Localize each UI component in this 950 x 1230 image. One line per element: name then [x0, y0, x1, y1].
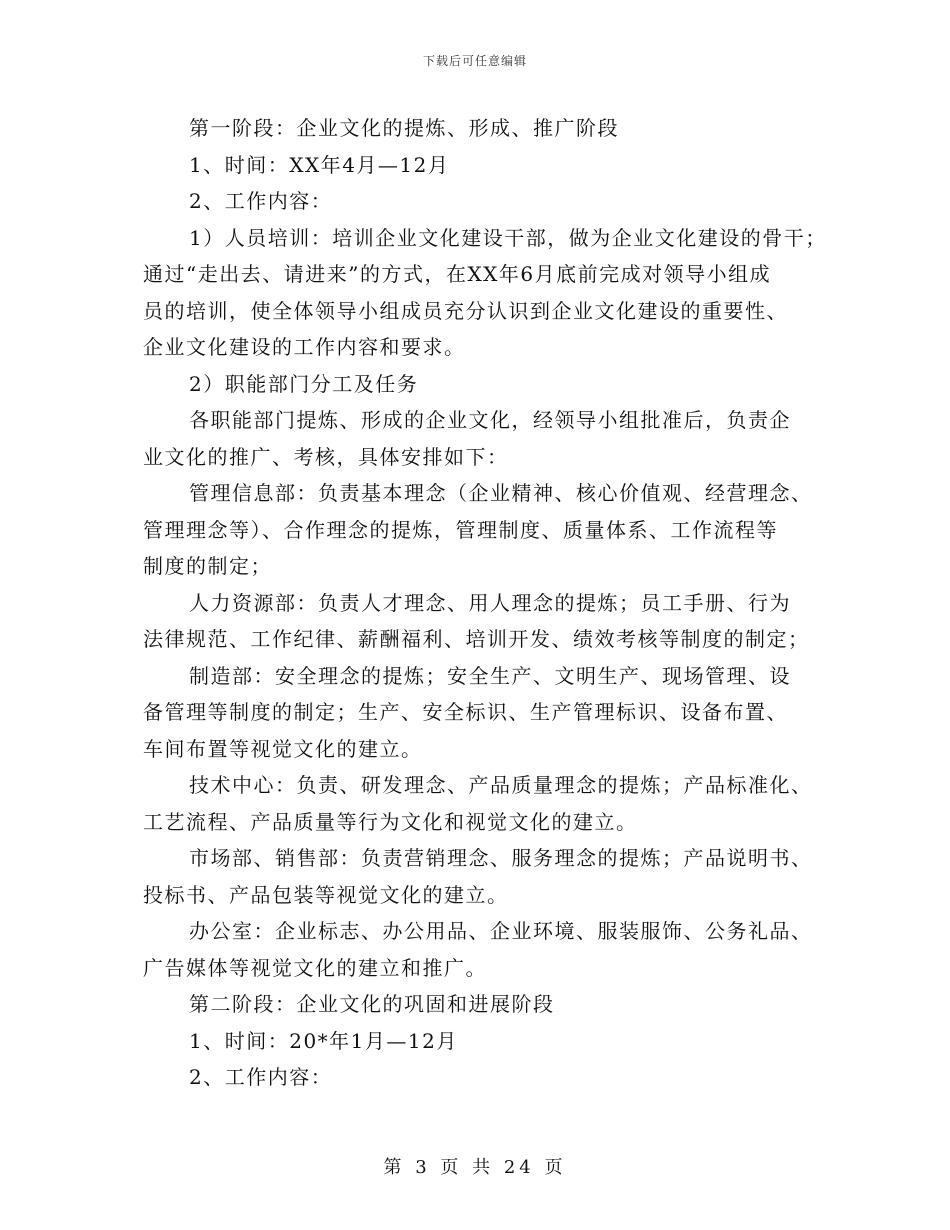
text-line: 办公室：企业标志、办公用品、企业环境、服装服饰、公务礼品、: [189, 919, 813, 943]
text-line: 企业文化建设的工作内容和要求。: [143, 335, 466, 359]
text-line: 车间布置等视觉文化的建立。: [143, 736, 423, 761]
text-line: 制造部：安全理念的提炼；安全生产、文明生产、现场管理、设: [189, 663, 791, 688]
text-line: 第二阶段：企业文化的巩固和进展阶段: [189, 992, 555, 1016]
text-line: 管理理念等）、合作理念的提炼，管理制度、质量体系、工作流程等: [143, 517, 778, 542]
text-line: 管理信息部：负责基本理念（企业精神、核心价值观、经营理念、: [189, 481, 813, 505]
text-line: 各职能部门提炼、形成的企业文化，经领导小组批准后，负责企: [189, 408, 791, 432]
text-line: 2、工作内容：: [189, 1065, 333, 1089]
text-line: 通过“走出去、请进来”的方式，在XX年6月底前完成对领导小组成: [143, 262, 772, 286]
text-line: 法律规范、工作纪律、薪酬福利、培训开发、绩效考核等制度的制定；: [143, 627, 810, 651]
text-line: 广告媒体等视觉文化的建立和推广。: [143, 955, 487, 980]
text-line: 业文化的推广、考核，具体安排如下：: [143, 444, 509, 469]
text-line: 第一阶段：企业文化的提炼、形成、推广阶段: [189, 116, 619, 140]
text-line: 2、工作内容：: [189, 189, 333, 213]
text-line: 1、时间：20*年1月—12月: [189, 1028, 458, 1053]
text-line: 工艺流程、产品质量等行为文化和视觉文化的建立。: [143, 809, 638, 834]
text-line: 备管理等制度的制定；生产、安全标识、生产管理标识、设备布置、: [143, 700, 788, 724]
text-line: 2）职能部门分工及任务: [189, 371, 419, 396]
text-line: 投标书、产品包装等视觉文化的建立。: [143, 882, 509, 907]
text-line: 员的培训，使全体领导小组成员充分认识到企业文化建设的重要性、: [143, 298, 788, 323]
document-body: [143, 110, 827, 1096]
text-line: 制度的制定；: [143, 554, 272, 578]
header-note: 下载后可任意编辑: [422, 54, 527, 68]
text-line: 人力资源部：负责人才理念、用人理念的提炼；员工手册、行为: [189, 590, 791, 615]
page-number-footer: 第 3 页 共 24 页: [383, 1157, 567, 1178]
text-line: 市场部、销售部：负责营销理念、服务理念的提炼；产品说明书、: [189, 846, 813, 870]
text-line: 1、时间：XX年4月—12月: [189, 152, 450, 177]
text-line: 1）人员培训：培训企业文化建设干部，做为企业文化建设的骨干；: [189, 225, 827, 250]
text-line: 技术中心：负责、研发理念、产品质量理念的提炼；产品标准化、: [189, 773, 813, 797]
